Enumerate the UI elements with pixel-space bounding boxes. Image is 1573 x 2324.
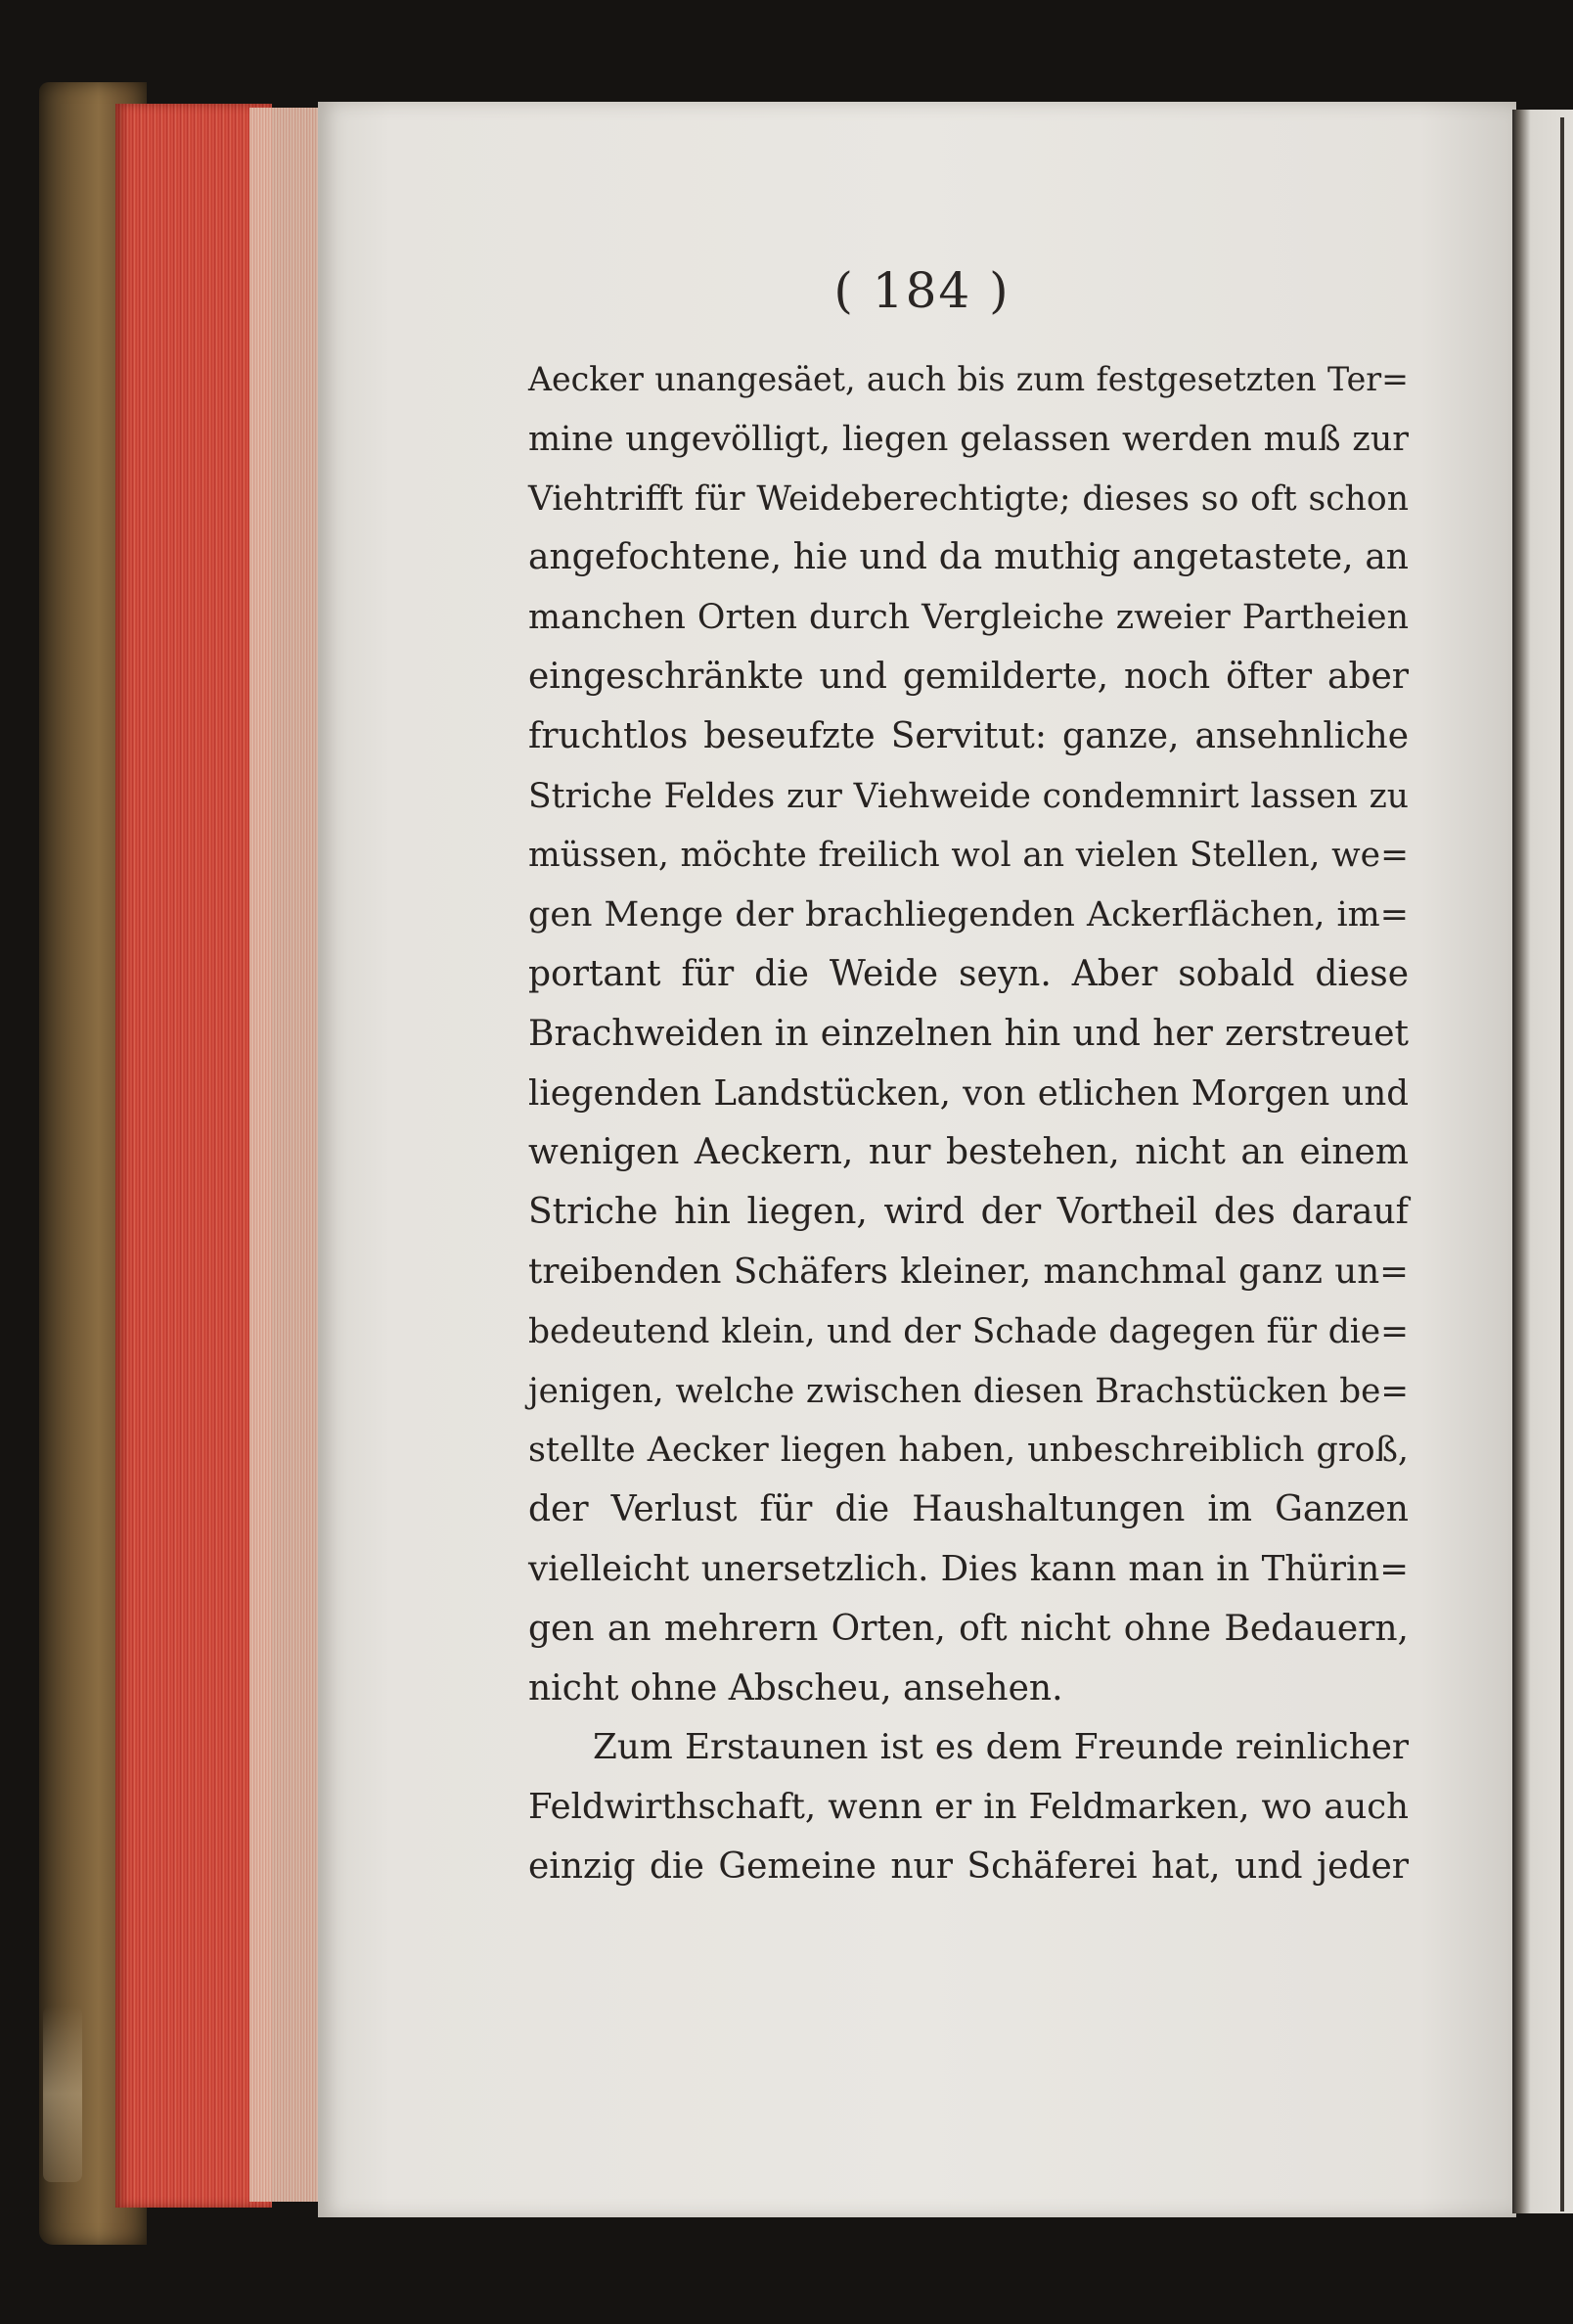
text-line: gen Menge der brachliegenden Ackerflächen, im= (528, 895, 1409, 935)
page-edges-light (249, 108, 328, 2202)
text-line: stellte Aecker liegen haben, unbeschreiblich groß, (528, 1431, 1409, 1471)
text-line-paragraph-end: nicht ohne Abscheu, ansehen. (528, 1667, 1063, 1709)
facing-page-gutter (1560, 117, 1564, 2211)
text-line: jenigen, welche zwischen diesen Brachstücken be= (528, 1371, 1409, 1411)
text-line: müssen, möchte freilich wol an vielen Stellen, we= (528, 836, 1409, 876)
text-line: der Verlust für die Haushaltungen im Ganzen (528, 1489, 1409, 1530)
red-page-edges (115, 104, 272, 2208)
text-line: mine ungevölligt, liegen gelassen werden muß zur (528, 419, 1409, 459)
text-line-paragraph-start: Zum Erstaunen ist es dem Freunde reinlicher (593, 1727, 1409, 1768)
text-line: fruchtlos beseufzte Servitut: ganze, ansehnliche (528, 715, 1409, 756)
text-line: Viehtrifft für Weideberechtigte; dieses so oft schon (528, 478, 1409, 519)
text-line: Striche Feldes zur Viehweide condemnirt lassen zu (528, 776, 1409, 816)
text-line: bedeutend klein, und der Schade dagegen für die= (528, 1311, 1409, 1351)
text-line: eingeschränkte und gemilderte, noch öfter aber (528, 656, 1409, 697)
text-line: treibenden Schäfers kleiner, manchmal ganz un= (528, 1251, 1409, 1292)
page-header-number: ( 184 ) (833, 262, 1011, 319)
text-line: wenigen Aeckern, nur bestehen, nicht an einem (528, 1132, 1409, 1173)
body-text (528, 350, 1409, 1897)
text-line: gen an mehrern Orten, oft nicht ohne Bedauern, (528, 1608, 1409, 1649)
text-line: Brachweiden in einzelnen hin und her zerstreuet (528, 1013, 1409, 1054)
text-line: liegenden Landstücken, von etlichen Morgen und (528, 1072, 1409, 1114)
text-line: manchen Orten durch Vergleiche zweier Partheien (528, 598, 1409, 638)
text-line: angefochtene, hie und da muthig angetastete, an (528, 537, 1409, 578)
text-line: Striche hin liegen, wird der Vortheil des darauf (528, 1192, 1409, 1233)
text-line: vielleicht unersetzlich. Dies kann man in Thürin= (528, 1548, 1409, 1589)
text-line: Feldwirthschaft, wenn er in Feldmarken, wo auch (528, 1787, 1409, 1828)
cover-wear-mark (43, 2006, 82, 2182)
text-line: portant für die Weide seyn. Aber sobald diese (528, 953, 1409, 994)
text-line: einzig die Gemeine nur Schäferei hat, und jeder (528, 1846, 1409, 1887)
text-line: Aecker unangesäet, auch bis zum festgesetzten Ter= (528, 360, 1409, 398)
